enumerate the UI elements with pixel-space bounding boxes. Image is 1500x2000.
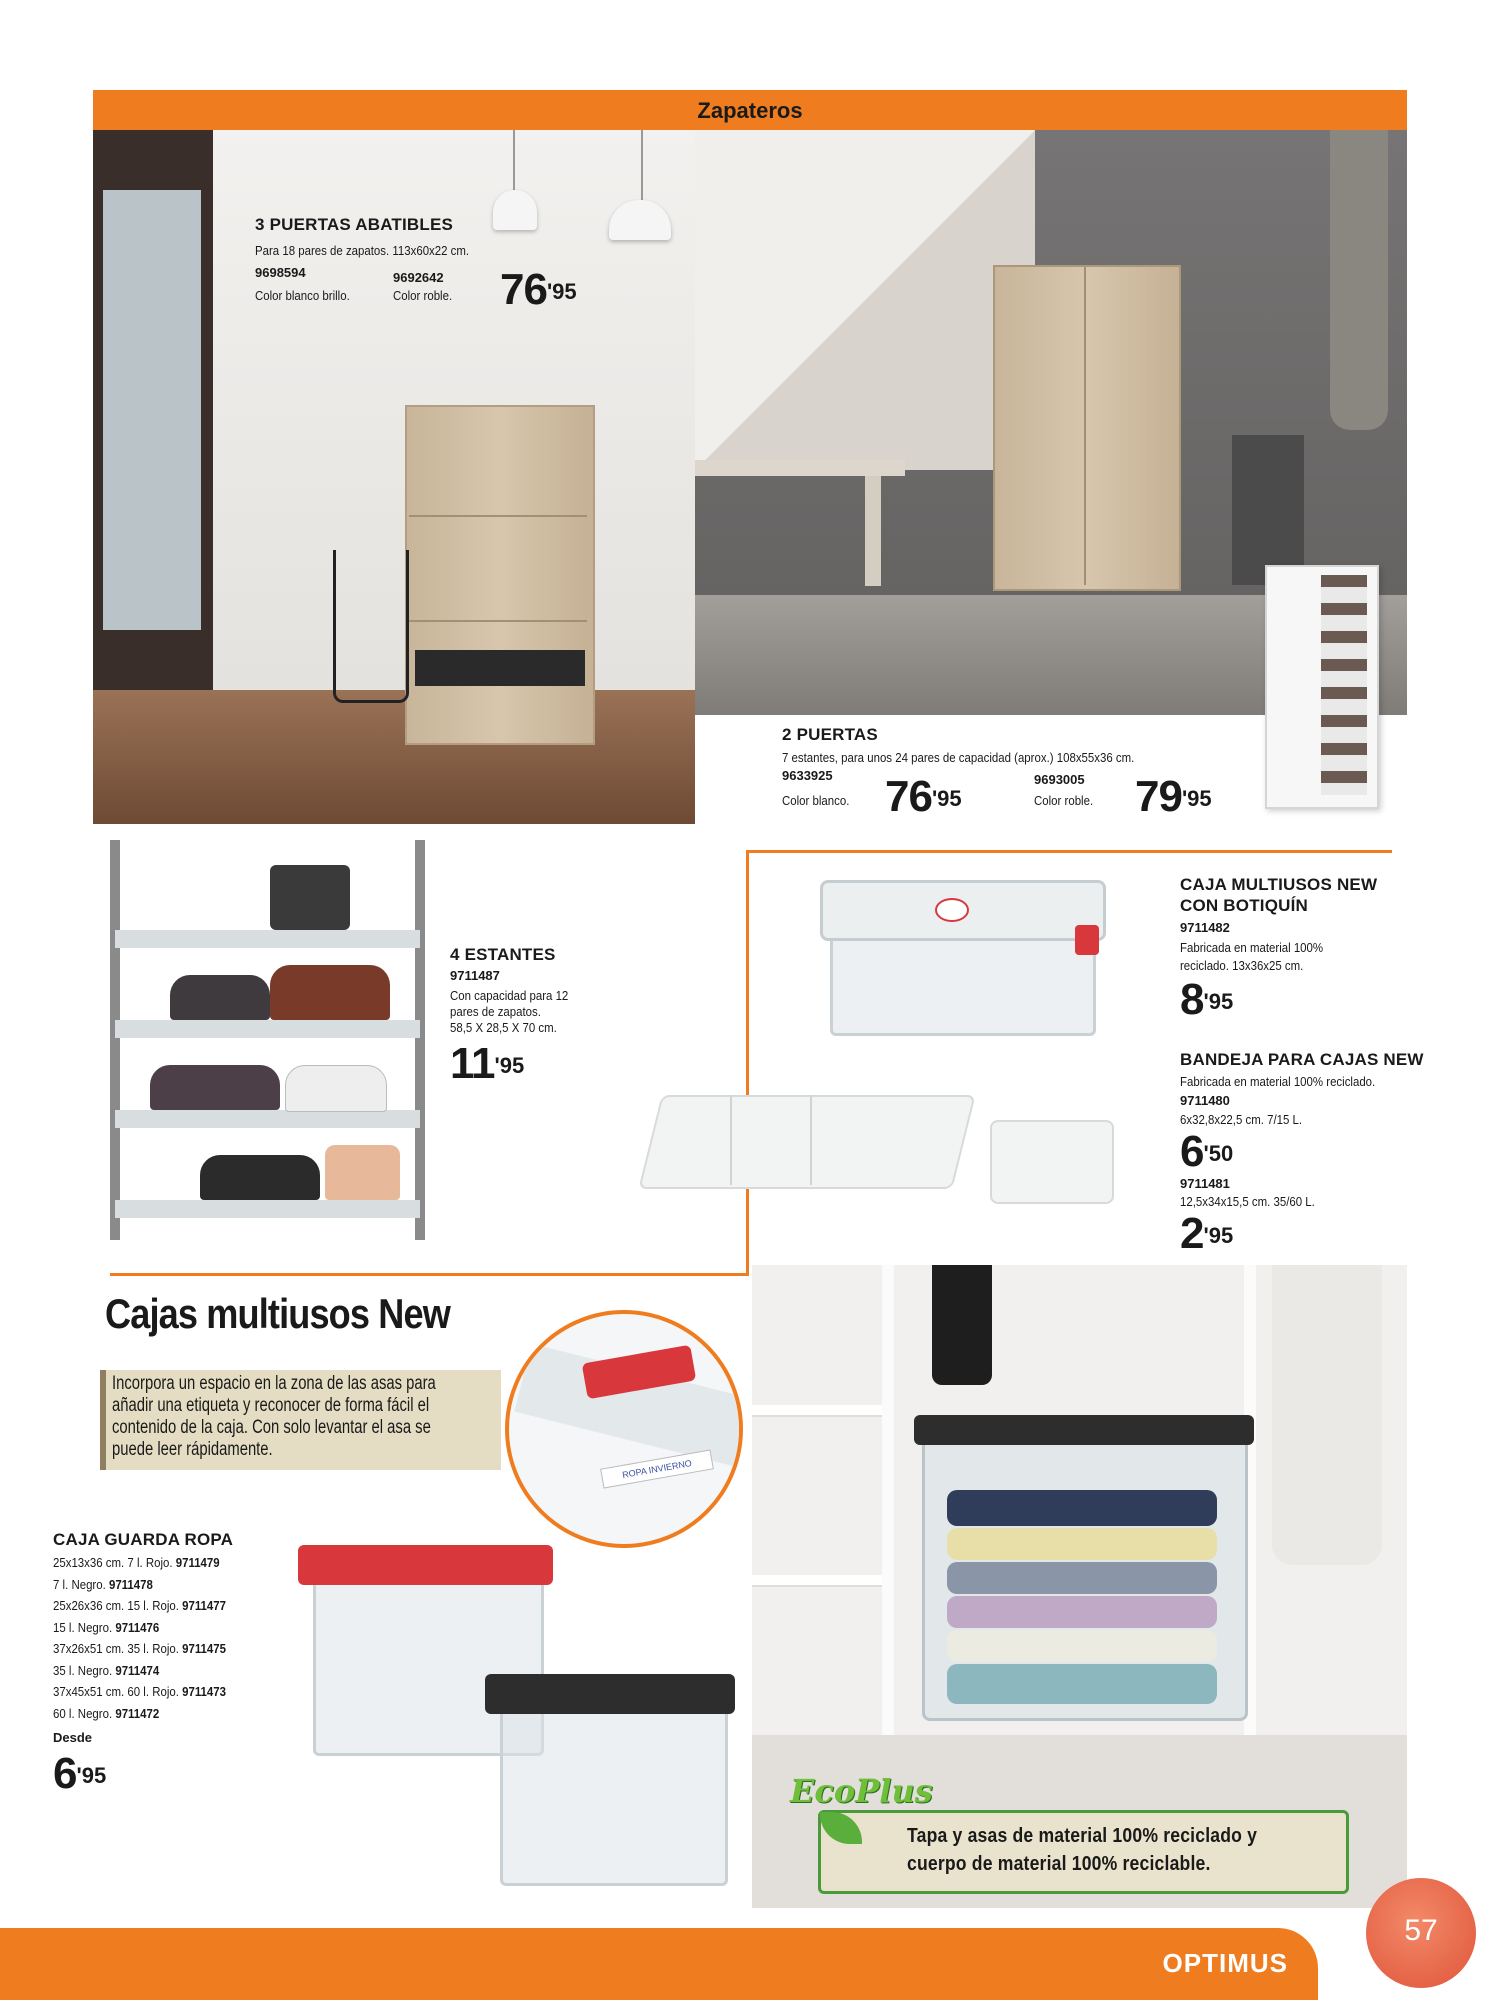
label-tag-ropa-invierno: ROPA INVIERNO bbox=[600, 1449, 714, 1488]
product-code-caja-botiquin: 9711482 bbox=[1180, 920, 1230, 935]
price-4-estantes bbox=[450, 1039, 525, 1088]
line-text: 15 l. Negro. bbox=[53, 1619, 116, 1635]
info-line-2: añadir una etiqueta y reconocer de forma fácil el bbox=[112, 1395, 430, 1416]
line-text: 37x45x51 cm. 60 l. Rojo. bbox=[53, 1684, 183, 1699]
product-description-4-estantes-2: pares de zapatos. bbox=[450, 1004, 541, 1019]
photo-caja-botiquin bbox=[820, 870, 1120, 1050]
product-description-bandeja: Fabricada en material 100% reciclado. bbox=[1180, 1074, 1376, 1089]
price-main: 76 bbox=[885, 772, 932, 821]
line-text: 7 l. Negro. bbox=[53, 1576, 109, 1592]
section-heading-cajas: Cajas multiusos New bbox=[105, 1290, 450, 1337]
optimus-logo: OPTIMUS bbox=[1162, 1948, 1288, 1978]
price-2-puertas-roble bbox=[1135, 772, 1212, 821]
price-cents: '95 bbox=[1181, 786, 1212, 811]
price-cents: '95 bbox=[931, 786, 962, 811]
price-main: 76 bbox=[500, 265, 547, 314]
product-description-2-puertas: 7 estantes, para unos 24 pares de capacidad (aprox.) 108x55x36 cm. bbox=[782, 750, 1135, 765]
price-cents: '95 bbox=[494, 1053, 525, 1078]
product-description-caja-botiquin-1: Fabricada en material 100% bbox=[1180, 940, 1324, 955]
photo-bandeja bbox=[650, 1060, 1120, 1220]
ecoplus-logo-text: EcoPlus bbox=[790, 1772, 933, 1810]
photo-shoe-rack-4-estantes bbox=[110, 840, 430, 1260]
line-code: 9711472 bbox=[115, 1705, 160, 1721]
page-number: 57 bbox=[1404, 1914, 1438, 1947]
product-color-3-puertas-blanco: Color blanco brillo. bbox=[255, 288, 350, 303]
info-box-etiqueta bbox=[100, 1370, 501, 1470]
price-main: 6 bbox=[1180, 1127, 1204, 1176]
price-bandeja-b bbox=[1180, 1209, 1234, 1258]
product-code-2-puertas-roble: 9693005 bbox=[1034, 772, 1085, 787]
guarda-ropa-line bbox=[53, 1598, 226, 1620]
guarda-ropa-size-list bbox=[53, 1555, 250, 1727]
product-title-bandeja: BANDEJA PARA CAJAS NEW bbox=[1180, 1050, 1424, 1069]
guarda-ropa-line bbox=[53, 1620, 226, 1642]
price-main: 79 bbox=[1135, 772, 1182, 821]
divider-horizontal-left bbox=[110, 1273, 749, 1276]
product-code-bandeja-a: 9711480 bbox=[1180, 1093, 1230, 1108]
product-description-caja-botiquin-2: reciclado. 13x36x25 cm. bbox=[1180, 958, 1304, 973]
section-title: Zapateros bbox=[697, 98, 803, 123]
photo-caja-guarda-ropa-negra bbox=[485, 1672, 740, 1884]
ecoplus-text-2: cuerpo de material 100% reciclable. bbox=[907, 1853, 1211, 1875]
ecoplus-badge bbox=[790, 1772, 933, 1832]
product-description-3-puertas: Para 18 pares de zapatos. 113x60x22 cm. bbox=[255, 243, 470, 258]
line-text: 37x26x51 cm. 35 l. Rojo. bbox=[53, 1641, 183, 1656]
product-code-4-estantes: 9711487 bbox=[450, 968, 500, 983]
line-code: 9711476 bbox=[115, 1619, 160, 1635]
line-code: 9711478 bbox=[108, 1576, 153, 1592]
line-text: 25x13x36 cm. 7 l. Rojo. bbox=[53, 1555, 176, 1570]
guarda-ropa-line bbox=[53, 1706, 226, 1728]
page-number-badge bbox=[1366, 1878, 1476, 1988]
product-title-2-puertas: 2 PUERTAS bbox=[782, 725, 878, 744]
line-text: 35 l. Negro. bbox=[53, 1662, 116, 1678]
line-code: 9711477 bbox=[182, 1598, 227, 1613]
price-2-puertas-blanco bbox=[885, 772, 962, 821]
product-title-caja-botiquin-2: CON BOTIQUÍN bbox=[1180, 896, 1309, 915]
product-description-4-estantes-1: Con capacidad para 12 bbox=[450, 988, 569, 1003]
product-size-bandeja-b: 12,5x34x15,5 cm. 35/60 L. bbox=[1180, 1194, 1315, 1209]
line-text: 25x26x36 cm. 15 l. Rojo. bbox=[53, 1598, 183, 1613]
price-caja-botiquin bbox=[1180, 975, 1234, 1024]
product-code-3-puertas-blanco: 9698594 bbox=[255, 265, 306, 280]
price-main: 2 bbox=[1180, 1209, 1204, 1258]
product-size-bandeja-a: 6x32,8x22,5 cm. 7/15 L. bbox=[1180, 1112, 1303, 1127]
price-3-puertas bbox=[500, 265, 577, 314]
product-title-guarda-ropa: CAJA GUARDA ROPA bbox=[53, 1530, 234, 1549]
line-code: 9711479 bbox=[175, 1555, 220, 1570]
price-guarda-ropa bbox=[53, 1749, 107, 1798]
photo-detail-handle-label bbox=[505, 1310, 743, 1548]
product-code-3-puertas-roble: 9692642 bbox=[393, 270, 444, 285]
product-title-3-puertas: 3 PUERTAS ABATIBLES bbox=[255, 215, 454, 234]
price-main: 6 bbox=[53, 1749, 77, 1798]
info-line-3: contenido de la caja. Con solo levantar el asa se bbox=[112, 1417, 431, 1438]
product-description-4-estantes-3: 58,5 X 28,5 X 70 cm. bbox=[450, 1020, 557, 1035]
product-code-bandeja-b: 9711481 bbox=[1180, 1176, 1230, 1191]
photo-shoe-cabinet-white bbox=[1265, 565, 1379, 809]
product-color-3-puertas-roble: Color roble. bbox=[393, 288, 453, 303]
price-cents: '50 bbox=[1203, 1141, 1234, 1166]
info-line-4: puede leer rápidamente. bbox=[112, 1439, 273, 1460]
ecoplus-text-1: Tapa y asas de material 100% reciclado y bbox=[907, 1825, 1258, 1847]
guarda-ropa-line bbox=[53, 1641, 226, 1663]
line-code: 9711474 bbox=[115, 1662, 160, 1678]
guarda-ropa-line bbox=[53, 1663, 226, 1685]
price-cents: '95 bbox=[1203, 1223, 1234, 1248]
price-cents: '95 bbox=[1203, 989, 1234, 1014]
line-code: 9711473 bbox=[182, 1684, 227, 1699]
section-header-bar bbox=[93, 90, 1407, 130]
product-title-caja-botiquin-1: CAJA MULTIUSOS NEW bbox=[1180, 875, 1378, 894]
divider-horizontal-right bbox=[748, 850, 1392, 853]
guarda-ropa-line bbox=[53, 1555, 226, 1577]
from-label: Desde bbox=[53, 1730, 93, 1745]
footer-bar bbox=[0, 1928, 1318, 2000]
product-color-2-puertas-roble: Color roble. bbox=[1034, 793, 1094, 808]
guarda-ropa-line bbox=[53, 1684, 226, 1706]
price-main: 8 bbox=[1180, 975, 1204, 1024]
line-code: 9711475 bbox=[182, 1641, 227, 1656]
guarda-ropa-line bbox=[53, 1577, 226, 1599]
product-code-2-puertas-blanco: 9633925 bbox=[782, 768, 833, 783]
price-bandeja-a bbox=[1180, 1127, 1234, 1176]
info-line-1: Incorpora un espacio en la zona de las asas para bbox=[112, 1373, 436, 1394]
product-title-4-estantes: 4 ESTANTES bbox=[450, 945, 556, 964]
price-main: 11 bbox=[450, 1039, 495, 1088]
product-color-2-puertas-blanco: Color blanco. bbox=[782, 793, 850, 808]
line-text: 60 l. Negro. bbox=[53, 1705, 116, 1721]
price-cents: '95 bbox=[76, 1763, 107, 1788]
price-cents: '95 bbox=[546, 279, 577, 304]
